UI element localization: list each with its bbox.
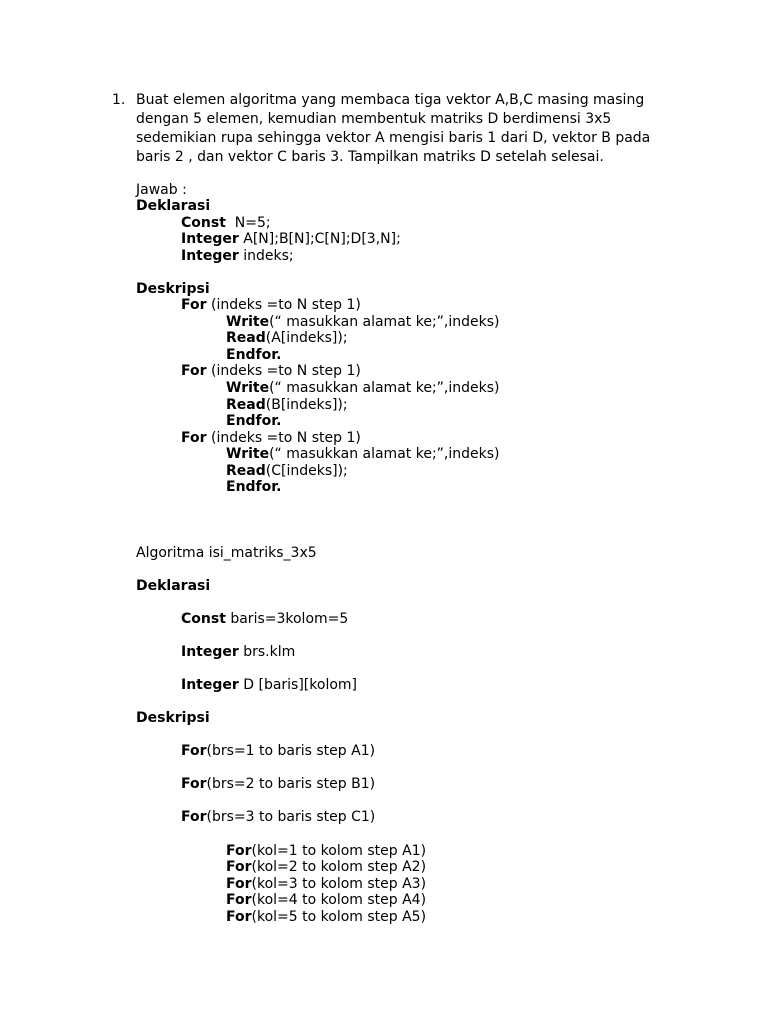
for-line: For (indeks =to N step 1) [181, 363, 361, 379]
deklarasi-heading: Deklarasi [136, 578, 211, 594]
read-line: Read(B[indeks]); [226, 397, 348, 413]
deskripsi-heading: Deskripsi [136, 710, 210, 726]
decl-line: Integer D [baris][kolom] [181, 677, 357, 693]
endfor-line: Endfor. [226, 347, 282, 363]
read-line: Read(A[indeks]); [226, 330, 348, 346]
inner-for-line: For(kol=1 to kolom step A1) [226, 843, 427, 859]
for-line: For (indeks =to N step 1) [181, 297, 361, 313]
outer-for-line: For(brs=1 to baris step A1) [181, 743, 376, 759]
endfor-line: Endfor. [226, 479, 282, 495]
for-line: For (indeks =to N step 1) [181, 430, 361, 446]
decl-line: Const baris=3kolom=5 [181, 611, 349, 627]
question-line: dengan 5 elemen, kemudian membentuk matriks D berdimensi 3x5 [136, 111, 612, 127]
inner-for-line: For(kol=4 to kolom step A4) [226, 892, 427, 908]
algoritma-title: Algoritma isi_matriks_3x5 [136, 545, 317, 561]
outer-for-line: For(brs=3 to baris step C1) [181, 809, 376, 825]
inner-for-line: For(kol=2 to kolom step A2) [226, 859, 427, 875]
question-line: baris 2 , dan vektor C baris 3. Tampilkan matriks D setelah selesai. [136, 149, 604, 165]
decl-line: Integer A[N];B[N];C[N];D[3,N]; [181, 231, 401, 247]
inner-for-line: For(kol=5 to kolom step A5) [226, 909, 427, 925]
inner-for-line: For(kol=3 to kolom step A3) [226, 876, 427, 892]
read-line: Read(C[indeks]); [226, 463, 348, 479]
endfor-line: Endfor. [226, 413, 282, 429]
decl-line: Integer brs.klm [181, 644, 296, 660]
decl-line: Const N=5; [181, 215, 271, 231]
outer-for-line: For(brs=2 to baris step B1) [181, 776, 376, 792]
question-line: Buat elemen algoritma yang membaca tiga vektor A,B,C masing masing [136, 92, 645, 108]
jawab-label: Jawab : [136, 182, 187, 198]
question-number: 1. [112, 92, 126, 108]
question-line: sedemikian rupa sehingga vektor A mengisi baris 1 dari D, vektor B pada [136, 130, 651, 146]
decl-line: Integer indeks; [181, 248, 294, 264]
deskripsi-heading: Deskripsi [136, 281, 210, 297]
write-line: Write(“ masukkan alamat ke;”,indeks) [226, 446, 500, 462]
write-line: Write(“ masukkan alamat ke;”,indeks) [226, 380, 500, 396]
deklarasi-heading: Deklarasi [136, 198, 211, 214]
write-line: Write(“ masukkan alamat ke;”,indeks) [226, 314, 500, 330]
